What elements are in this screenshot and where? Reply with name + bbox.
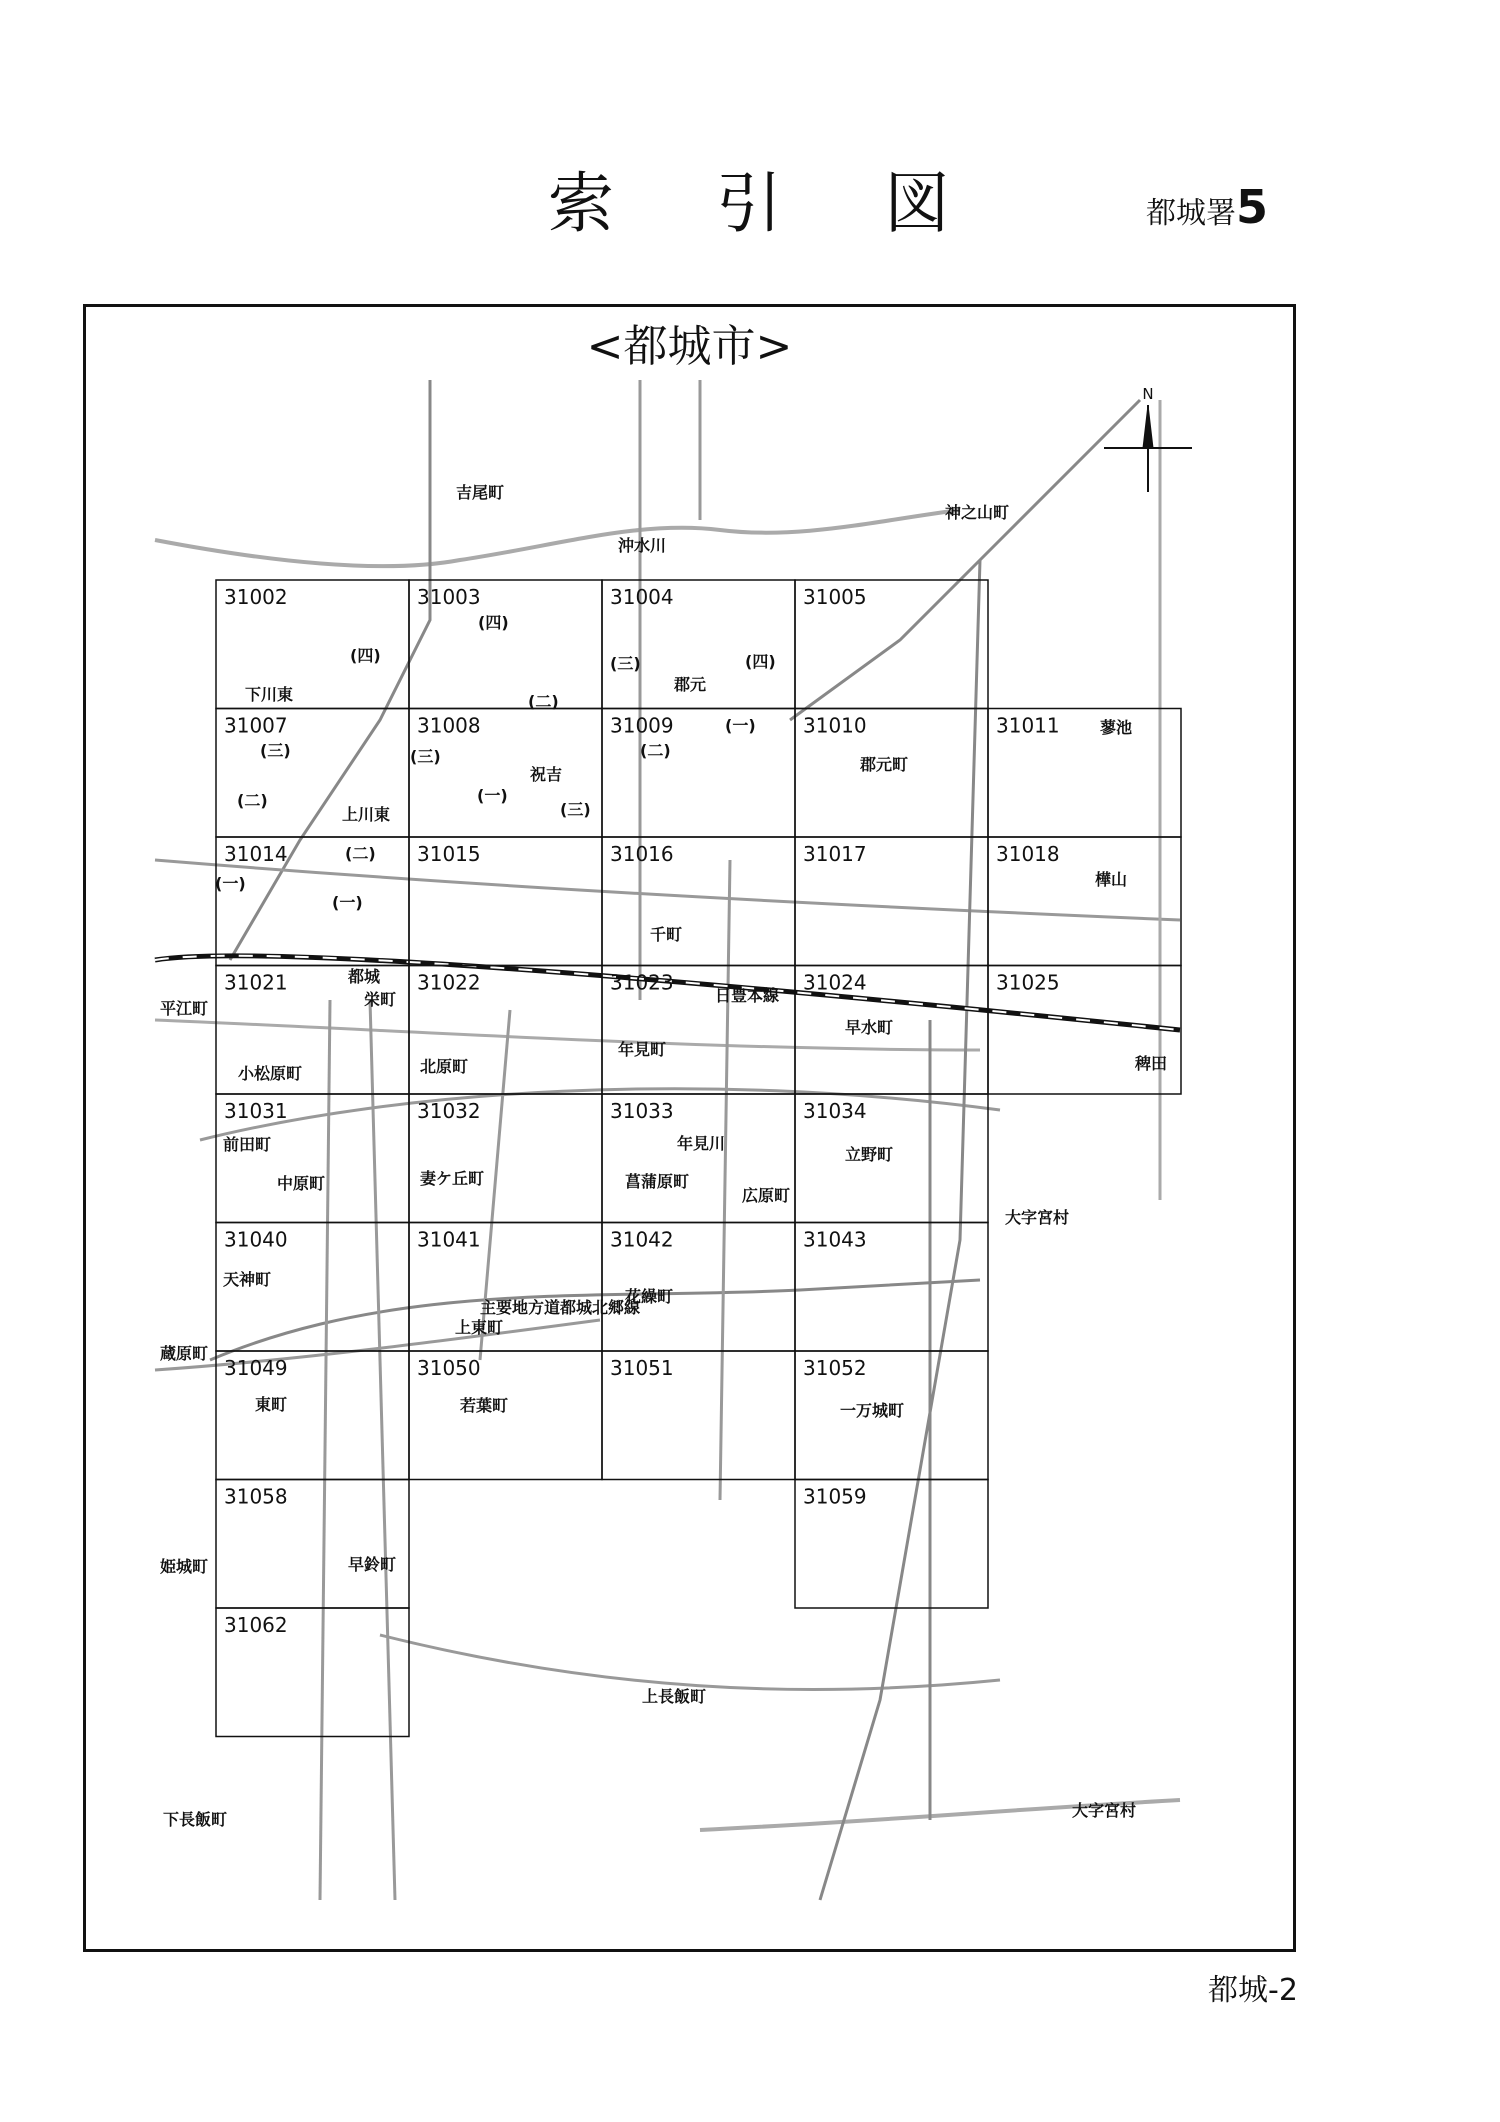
index-cell-number: 31008 — [417, 713, 481, 738]
place-label: (三) — [610, 654, 641, 673]
place-label: 姫城町 — [160, 1557, 209, 1576]
index-cell-number: 31009 — [610, 713, 674, 738]
place-label: 郡元 — [674, 675, 707, 694]
index-cell-number: 31031 — [224, 1099, 288, 1123]
place-label: 下川東 — [245, 685, 294, 704]
title-char-1: 索 — [548, 165, 616, 242]
index-cell-number: 31041 — [417, 1227, 481, 1252]
place-label: 北原町 — [420, 1057, 469, 1076]
place-label: 都城 — [348, 967, 381, 986]
place-label: 花繰町 — [625, 1287, 674, 1306]
index-cell-number: 31062 — [224, 1613, 288, 1637]
index-cell-number: 31050 — [417, 1356, 481, 1380]
place-label: (三) — [260, 741, 291, 760]
index-cell-number: 31023 — [610, 970, 674, 995]
place-label: 栄町 — [364, 990, 397, 1009]
place-label: (四) — [478, 613, 509, 632]
place-label: 上長飯町 — [642, 1687, 707, 1706]
north-arrow-icon — [1104, 385, 1192, 492]
place-label: 樺山 — [1095, 870, 1128, 889]
place-label: 千町 — [650, 925, 683, 944]
place-label: (三) — [560, 800, 591, 819]
page-footer: 都城-2 — [1208, 1973, 1298, 2008]
index-cell-number: 31017 — [803, 842, 867, 866]
index-cell-number: 31002 — [224, 585, 288, 609]
index-cell-number: 31014 — [224, 842, 288, 866]
place-label: 日豊本線 — [715, 986, 780, 1005]
index-cell-number: 31021 — [224, 970, 288, 995]
place-label: 大字宮村 — [1005, 1208, 1070, 1227]
index-cell-number: 31049 — [224, 1356, 288, 1380]
place-label: 大字宮村 — [1072, 1801, 1137, 1820]
index-cell-number: 31043 — [803, 1227, 867, 1252]
place-label: (三) — [410, 747, 441, 766]
index-cell-number: 31005 — [803, 585, 867, 609]
index-cell-number: 31018 — [996, 842, 1060, 866]
place-label: 早鈴町 — [348, 1555, 397, 1574]
place-label: 年見町 — [618, 1040, 667, 1059]
city-name: <都城市> — [586, 321, 793, 372]
index-cell-number: 31059 — [803, 1484, 867, 1509]
index-cell-number: 31032 — [417, 1099, 481, 1123]
place-label: 主要地方道都城北郷線 — [480, 1298, 641, 1317]
place-label: 妻ケ丘町 — [420, 1169, 485, 1188]
index-cell-number: 31040 — [224, 1227, 288, 1252]
place-label: 中原町 — [277, 1174, 326, 1193]
index-cell-number: 31025 — [996, 970, 1060, 995]
place-label: 若葉町 — [460, 1396, 509, 1415]
index-cell-number: 31024 — [803, 970, 867, 995]
place-label: 神之山町 — [945, 503, 1010, 522]
place-label: 稗田 — [1135, 1054, 1168, 1073]
place-label: 沖水川 — [618, 536, 667, 555]
place-label: 下長飯町 — [163, 1810, 228, 1829]
place-label: 立野町 — [845, 1145, 894, 1164]
place-label: 上東町 — [455, 1318, 504, 1337]
title-char-3: 図 — [884, 165, 952, 242]
place-label: (一) — [725, 716, 756, 735]
place-label: (四) — [350, 646, 381, 665]
index-cell-number: 31052 — [803, 1356, 867, 1380]
index-cell-number: 31058 — [224, 1484, 288, 1509]
place-label: 平江町 — [160, 999, 209, 1018]
title-char-2: 引 — [716, 165, 784, 242]
place-label: (二) — [345, 844, 376, 863]
place-label: 天神町 — [223, 1270, 272, 1289]
index-cell-number: 31022 — [417, 970, 481, 995]
index-cell-number: 31015 — [417, 842, 481, 866]
place-label: (四) — [745, 652, 776, 671]
place-label: (一) — [477, 786, 508, 805]
compass-label: N — [1142, 385, 1154, 403]
place-label: 蓼池 — [1100, 718, 1133, 737]
index-cell-number: 31034 — [803, 1099, 867, 1123]
index-cell-number: 31004 — [610, 585, 674, 609]
index-cell-number: 31051 — [610, 1356, 674, 1380]
place-label: (二) — [237, 791, 268, 810]
place-label: 郡元町 — [860, 755, 909, 774]
station-name: 都城署 — [1146, 196, 1236, 231]
place-label: 小松原町 — [238, 1064, 303, 1083]
place-label: 蔵原町 — [160, 1344, 209, 1363]
place-labels — [160, 483, 1167, 1829]
place-label: (二) — [640, 741, 671, 760]
place-label: (一) — [215, 874, 246, 893]
index-cell-number: 31003 — [417, 585, 481, 609]
index-cell-number: 31007 — [224, 713, 288, 738]
place-label: 吉尾町 — [456, 483, 505, 502]
place-label: 上川東 — [342, 805, 391, 824]
place-label: (二) — [528, 692, 559, 711]
index-cell-number: 31033 — [610, 1099, 674, 1123]
place-label: 東町 — [255, 1395, 288, 1414]
place-label: 早水町 — [845, 1018, 894, 1037]
place-label: 祝吉 — [530, 765, 563, 784]
place-label: (一) — [332, 893, 363, 912]
index-cell-number: 31016 — [610, 842, 674, 866]
place-label: 菖蒲原町 — [625, 1172, 690, 1191]
station-number: 5 — [1236, 180, 1269, 234]
place-label: 前田町 — [223, 1135, 272, 1154]
place-label: 年見川 — [677, 1134, 726, 1153]
place-label: 広原町 — [742, 1186, 791, 1205]
index-cell-number: 31042 — [610, 1227, 674, 1252]
index-cell-number: 31011 — [996, 713, 1060, 738]
place-label: 一万城町 — [840, 1401, 905, 1420]
index-cell-number: 31010 — [803, 713, 867, 738]
